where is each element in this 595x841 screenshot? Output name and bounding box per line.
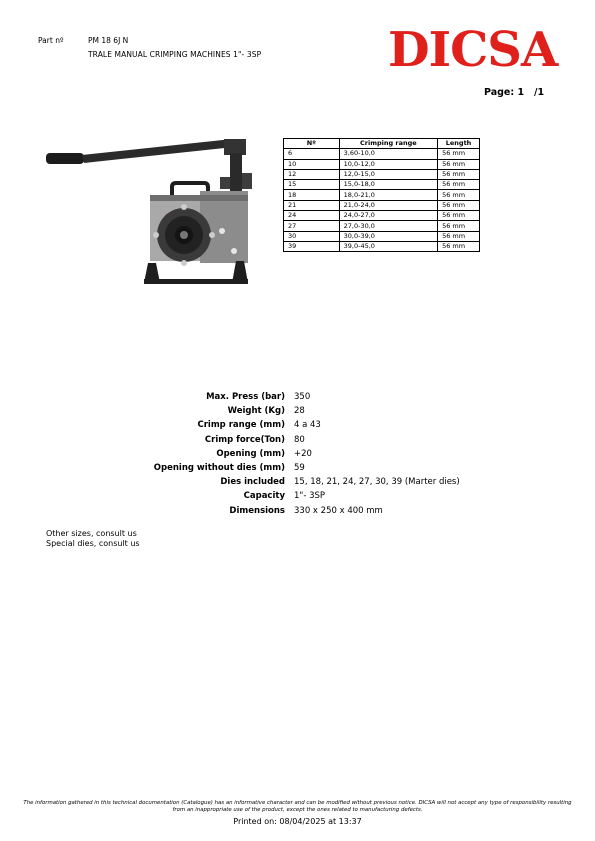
spec-row-weight [0,406,595,420]
table-row [284,149,480,159]
spec-value: 1"- 3SP [294,491,326,502]
part-number: PM 18 6J N [88,36,129,45]
die-crimping-range: 21,0-24,0 [339,200,437,210]
spec-row-dimensions [0,506,595,520]
notes [46,529,140,549]
page-indicator: Page: 1 /1 [484,87,545,98]
spec-label: Opening (mm) [216,448,285,459]
table-row [284,169,480,179]
column-header-number: Nº [284,139,340,149]
die-length: 56 mm [438,200,480,210]
spec-row-opening-without-dies [0,463,595,477]
die-length: 56 mm [438,149,480,159]
spec-label: Weight (Kg) [227,406,285,417]
die-crimping-range: 12,0-15,0 [339,169,437,179]
die-number: 10 [284,159,340,169]
spec-value: +20 [294,448,312,459]
die-length: 56 mm [438,159,480,169]
die-crimping-range: 24,0-27,0 [339,211,437,221]
spec-row-max-press [0,392,595,406]
table-row [284,159,480,169]
table-row [284,190,480,200]
die-number: 15 [284,180,340,190]
specifications-list [0,392,595,520]
table-row [284,180,480,190]
table-row [284,200,480,210]
spec-row-opening [0,449,595,463]
spec-label: Dies included [220,477,285,488]
product-title: TRALE MANUAL CRIMPING MACHINES 1"- 3SP [88,50,262,59]
spec-value: 4 a 43 [294,420,321,431]
die-number: 24 [284,211,340,221]
die-number: 30 [284,231,340,241]
spec-value: 28 [294,406,305,417]
spec-row-crimp-force [0,435,595,449]
table-row [284,221,480,231]
die-length: 56 mm [438,241,480,251]
spec-value: 330 x 250 x 400 mm [294,505,383,516]
dicsa-logo: DICSA [388,22,558,78]
printed-on-timestamp: Printed on: 08/04/2025 at 13:37 [233,817,362,826]
machine-handle-bar [82,139,234,163]
spec-label: Capacity [243,491,285,502]
spec-label: Opening without dies (mm) [153,462,285,473]
die-crimping-range: 18,0-21,0 [339,190,437,200]
dies-table-header-row [284,139,480,149]
note-line: Special dies, consult us [46,539,140,548]
die-crimping-range: 3,60-10,0 [339,149,437,159]
table-row [284,211,480,221]
disclaimer-text: The information gathered in this technical documentation (Catalogue) has an informative character and can be modified without previous notice. DICSA will not accept any type of responsibility resulting from an inappropriate use of the product, except the ones related to manufacturing defects. [23,800,572,813]
die-length: 56 mm [438,169,480,179]
column-header-crimping-range: Crimping range [339,139,437,149]
note-line: Other sizes, consult us [46,529,137,538]
spec-value: 80 [294,434,305,445]
die-length: 56 mm [438,190,480,200]
die-number: 21 [284,200,340,210]
die-length: 56 mm [438,211,480,221]
spec-value: 59 [294,462,305,473]
spec-label: Dimensions [229,505,285,516]
die-number: 6 [284,149,340,159]
spec-row-dies-included [0,477,595,491]
die-crimping-range: 15,0-18,0 [339,180,437,190]
crimping-machine-image [44,135,276,285]
part-number-label: Part nº [38,36,64,45]
spec-value: 15, 18, 21, 24, 27, 30, 39 (Marter dies) [294,477,460,488]
die-number: 18 [284,190,340,200]
machine-pump [230,153,242,191]
spec-row-capacity [0,491,595,505]
column-header-length: Length [438,139,480,149]
die-crimping-range: 30,0-39,0 [339,231,437,241]
die-number: 12 [284,169,340,179]
spec-row-crimp-range [0,420,595,434]
die-length: 56 mm [438,180,480,190]
die-length: 56 mm [438,231,480,241]
spec-label: Max. Press (bar) [206,392,285,402]
die-crimping-range: 10,0-12,0 [339,159,437,169]
spec-label: Crimp range (mm) [197,420,285,431]
die-crimping-range: 39,0-45,0 [339,241,437,251]
die-number: 27 [284,221,340,231]
die-length: 56 mm [438,221,480,231]
table-row [284,231,480,241]
table-row [284,241,480,251]
spec-label: Crimp force(Ton) [204,434,285,445]
spec-value: 350 [294,392,311,402]
die-crimping-range: 27,0-30,0 [339,221,437,231]
dies-table [283,138,480,252]
machine-lever-joint [224,139,246,155]
die-number: 39 [284,241,340,251]
machine-handle-grip [46,153,84,164]
